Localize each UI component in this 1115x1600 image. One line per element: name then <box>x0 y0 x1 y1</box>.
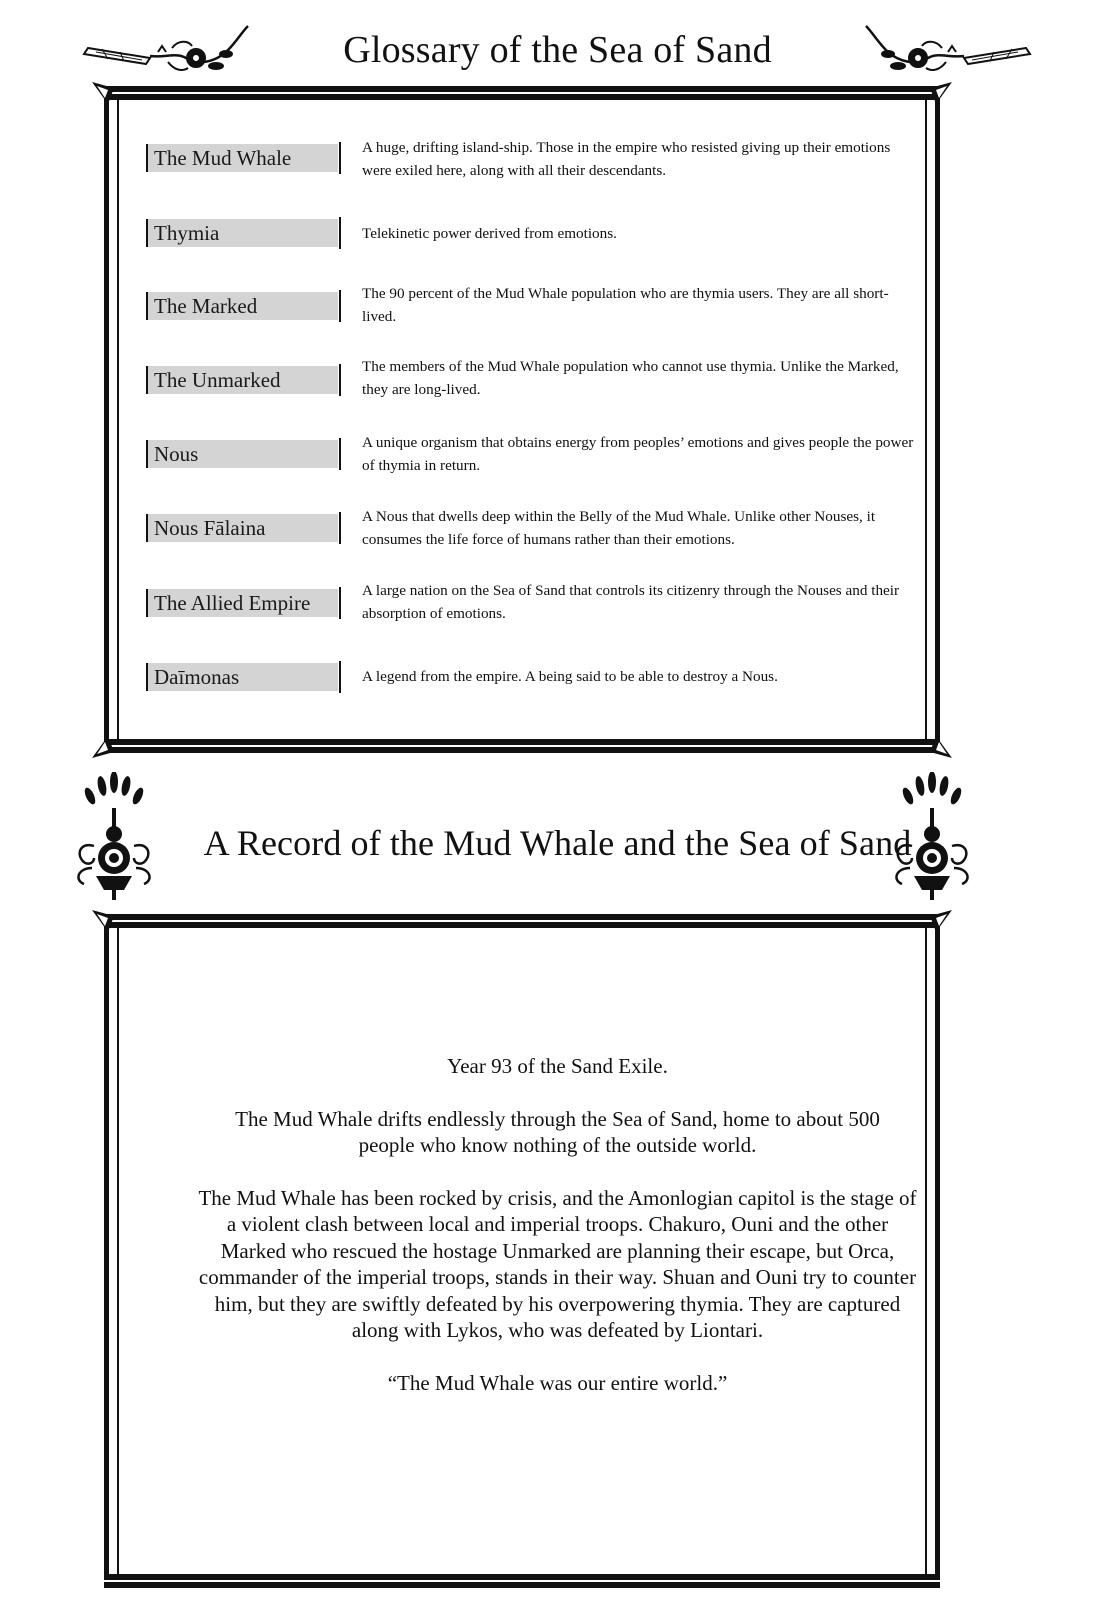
frame-sides <box>104 100 940 739</box>
glossary-term: The Marked <box>146 292 338 320</box>
term-divider <box>339 661 341 693</box>
sword-ornament-icon <box>76 22 256 80</box>
record-paragraph: The Mud Whale drifts endlessly through the Sea of Sand, home to about 500 people who know nothing of the outside world. <box>235 1106 880 1157</box>
glossary-definition: A huge, drifting island-ship. Those in the empire who resisted giving up their emotions were exiled here, along with all their descendants. <box>362 139 891 179</box>
record-quote: “The Mud Whale was our entire world.” <box>387 1370 728 1395</box>
frame-corner-icon <box>930 82 952 104</box>
record-paragraph: The Mud Whale has been rocked by crisis, and the Amonlogian capitol is the stage of a violent clash between local and imperial troops. Chakuro, Ouni and the other Marked who rescued the hostage Unmarked are planning their escape, but Orca, commander of the imperial troops, stands in their way. Shuan and Ouni try to counter him, but they are swiftly defeated by his overpowering thymia. They are captured along with Lykos, who was defeated by Liontari. <box>198 1185 917 1342</box>
frame-corner-icon <box>92 910 114 932</box>
glossary-definition: A large nation on the Sea of Sand that controls its citizenry through the Nouses and their absorption of emotions. <box>362 582 900 622</box>
frame-corner-icon <box>930 736 952 758</box>
glossary-term: The Mud Whale <box>146 144 338 172</box>
glossary-term: The Allied Empire <box>146 589 338 617</box>
record-title: A Record of the Mud Whale and the Sea of Sand <box>203 823 912 863</box>
frame-corner-icon <box>930 910 952 932</box>
term-divider <box>339 587 341 619</box>
frame-corner-icon <box>92 736 114 758</box>
glossary-definition: Telekinetic power derived from emotions. <box>362 225 617 242</box>
frame-bottom-bar <box>104 1574 940 1588</box>
glossary-definition: The 90 percent of the Mud Whale population who are thymia users. They are all short-lived. <box>362 285 889 325</box>
frame-bottom-bar <box>104 739 940 753</box>
glossary-definition: A legend from the empire. A being said to be able to destroy a Nous. <box>362 668 778 685</box>
glossary-title: Glossary of the Sea of Sand <box>343 29 772 71</box>
glossary-term: Nous Fālaina <box>146 514 338 542</box>
term-divider <box>339 142 341 174</box>
sword-ornament-icon <box>858 22 1038 80</box>
frame-top-bar <box>104 86 940 100</box>
glossary-definition: A unique organism that obtains energy from peoples’ emotions and gives people the power of thymia in return. <box>362 434 914 474</box>
glossary-term: The Unmarked <box>146 366 338 394</box>
glossary-term: Nous <box>146 440 338 468</box>
term-divider <box>339 438 341 470</box>
frame-top-bar <box>104 914 940 928</box>
term-divider <box>339 290 341 322</box>
glossary-definition: The members of the Mud Whale population who cannot use thymia. Unlike the Marked, they are long-lived. <box>362 358 899 398</box>
glossary-term: Daīmonas <box>146 663 338 691</box>
record-paragraph: Year 93 of the Sand Exile. <box>447 1054 668 1078</box>
glossary-term: Thymia <box>146 219 338 247</box>
frame-corner-icon <box>92 82 114 104</box>
term-divider <box>339 217 341 249</box>
term-divider <box>339 364 341 396</box>
record-text <box>140 1053 975 1396</box>
glossary-definition: A Nous that dwells deep within the Belly of the Mud Whale. Unlike other Nouses, it consumes the life force of humans rather than their emotions. <box>362 508 876 548</box>
term-divider <box>339 512 341 544</box>
